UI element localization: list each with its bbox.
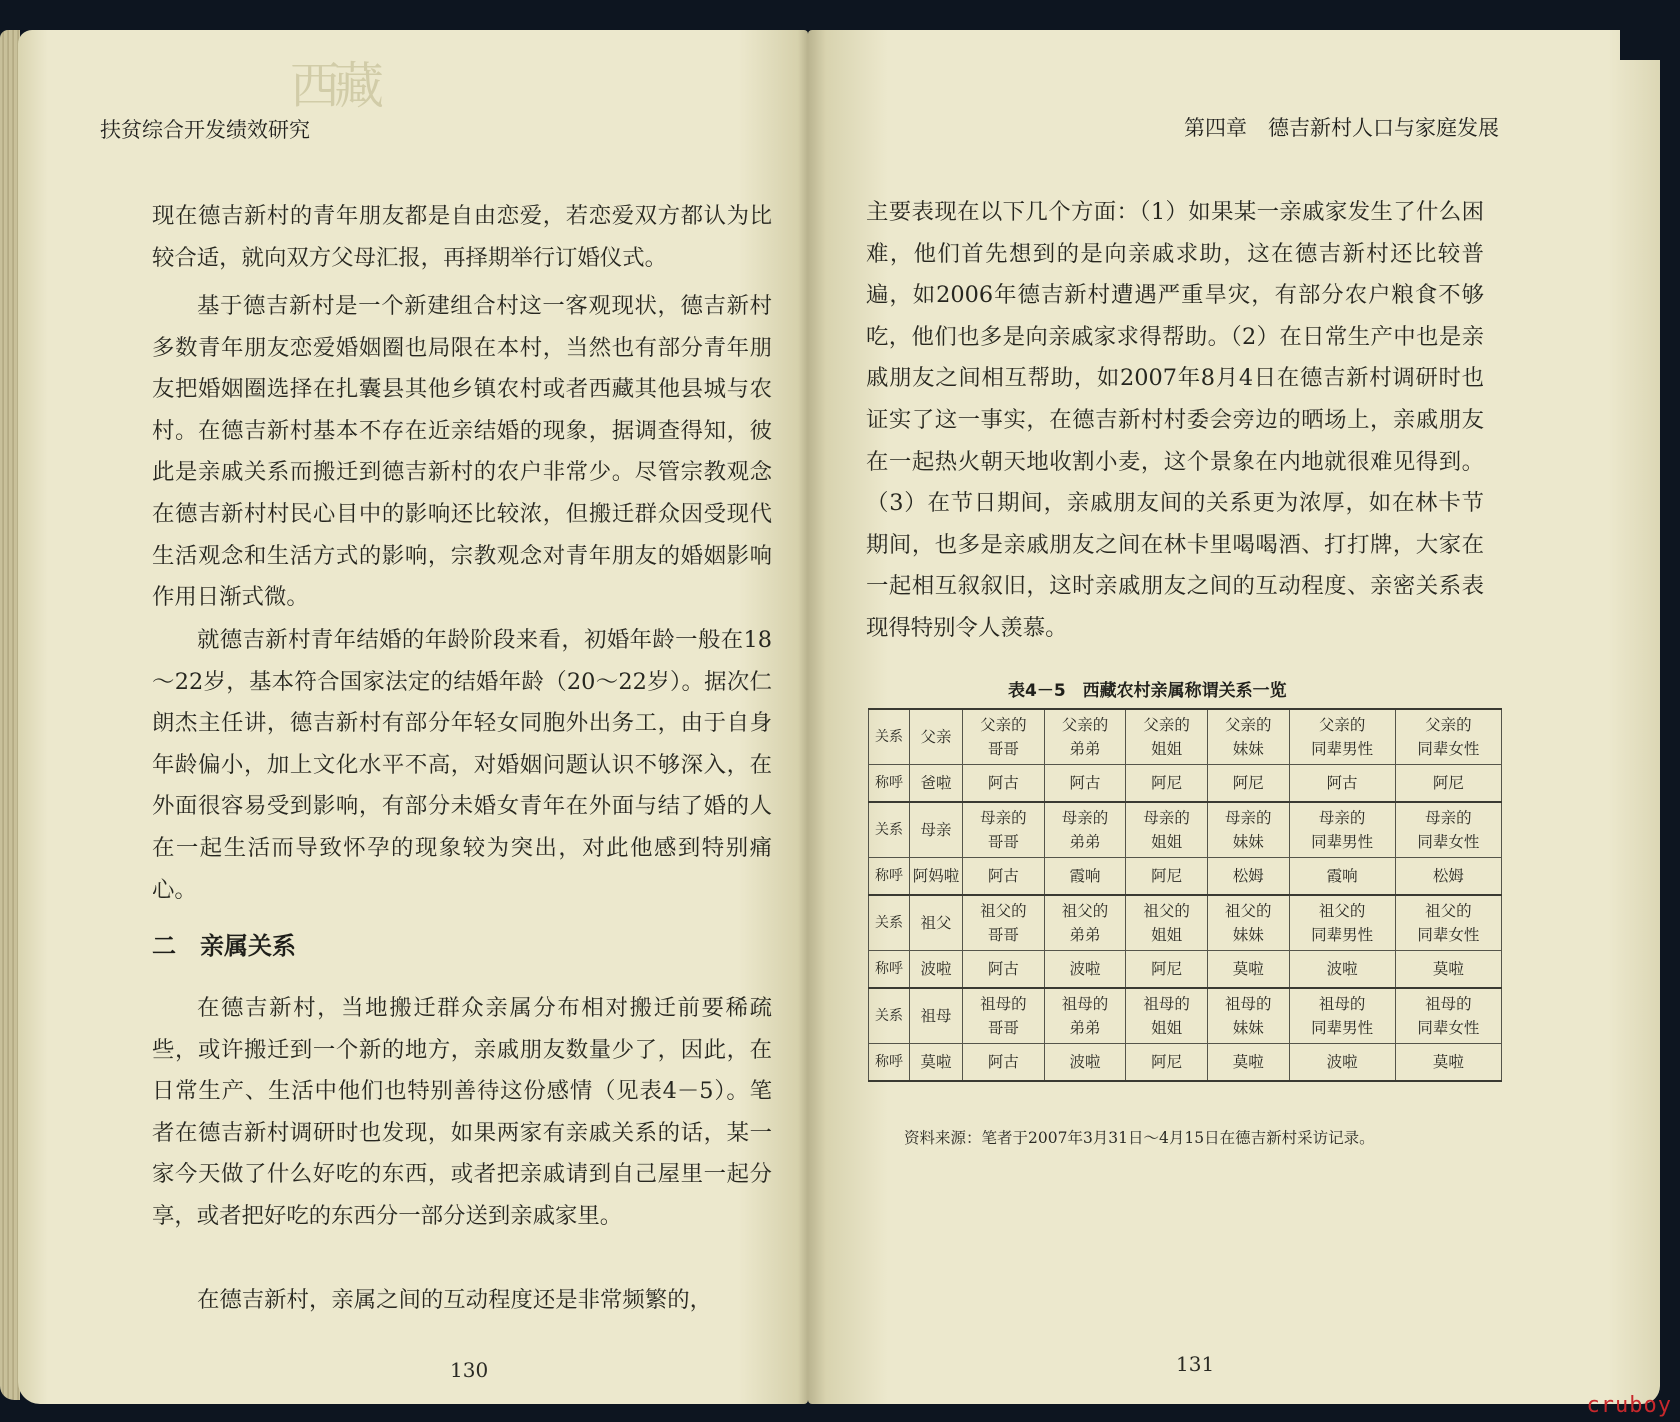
table-cell: 波啦 [910, 951, 963, 989]
watermark: cruboy [1586, 1393, 1672, 1418]
table-row-call [869, 951, 1502, 989]
left-paragraph-2: 基于德吉新村是一个新建组合村这一客观现状，德吉新村多数青年朋友恋爱婚姻圈也局限在本村，当然也有部分青年朋友把婚姻圈选择在扎囊县其他乡镇农村或者西藏其他县城与农村。在德吉新村基本不存在近亲结婚的现象，据调查得知，彼此是亲戚关系而搬迁到德吉新村的农户非常少。尽管宗教观念在德吉新村村民心目中的影响还比较浓，但搬迁群众因受现代生活观念和生活方式的影响，宗教观念对青年朋友的婚姻影响作用日渐式微。 [152, 293, 772, 611]
table-cell: 波啦 [1289, 1044, 1395, 1082]
table-cell: 父亲的 同辈男性 [1289, 709, 1395, 765]
section-heading: 二 亲属关系 [152, 932, 296, 960]
table-cell: 阿尼 [1126, 765, 1208, 803]
table-cell: 阿古 [963, 951, 1045, 989]
table-cell: 霞响 [1289, 858, 1395, 896]
right-page-number: 131 [1176, 1352, 1215, 1376]
table-cell: 祖父的 哥哥 [963, 895, 1045, 951]
table-cell: 莫啦 [1395, 951, 1501, 989]
row-header: 关系 [869, 895, 910, 951]
table-cell: 阿古 [963, 765, 1045, 803]
row-header: 关系 [869, 709, 910, 765]
table-cell: 波啦 [1289, 951, 1395, 989]
kinship-table [868, 708, 1502, 1082]
background-corner [1620, 0, 1680, 60]
table-row-call [869, 1044, 1502, 1082]
table-cell: 祖母的 同辈女性 [1395, 988, 1501, 1044]
table-cell: 祖母 [910, 988, 963, 1044]
table-cell: 波啦 [1044, 1044, 1126, 1082]
table-cell: 祖父的 姐姐 [1126, 895, 1208, 951]
table-cell: 母亲的 姐姐 [1126, 802, 1208, 858]
table-cell: 阿尼 [1126, 858, 1208, 896]
left-paragraph-1: 现在德吉新村的青年朋友都是自由恋爱，若恋爱双方都认为比较合适，就向双方父母汇报，再择期举行订婚仪式。 [152, 203, 772, 271]
table-cell: 母亲 [910, 802, 963, 858]
table-cell: 霞响 [1044, 858, 1126, 896]
table-row-relation [869, 802, 1502, 858]
table-cell: 阿尼 [1395, 765, 1501, 803]
table-cell: 祖父的 弟弟 [1044, 895, 1126, 951]
table-cell: 母亲的 哥哥 [963, 802, 1045, 858]
table-cell: 祖母的 哥哥 [963, 988, 1045, 1044]
table-cell: 父亲的 妹妹 [1207, 709, 1289, 765]
table-cell: 祖母的 同辈男性 [1289, 988, 1395, 1044]
table-cell: 父亲的 弟弟 [1044, 709, 1126, 765]
table-cell: 父亲的 姐姐 [1126, 709, 1208, 765]
page-edges [0, 30, 20, 1400]
table-cell: 阿古 [963, 858, 1045, 896]
table-cell: 阿古 [963, 1044, 1045, 1082]
table-cell: 阿古 [1289, 765, 1395, 803]
table-cell: 莫啦 [1207, 1044, 1289, 1082]
table-row-relation [869, 988, 1502, 1044]
table-cell: 祖母的 姐姐 [1126, 988, 1208, 1044]
table-cell: 阿尼 [1207, 765, 1289, 803]
table-cell: 祖父的 妹妹 [1207, 895, 1289, 951]
table-cell: 祖父的 同辈女性 [1395, 895, 1501, 951]
left-paragraph-4: 在德吉新村，当地搬迁群众亲属分布相对搬迁前要稀疏些，或许搬迁到一个新的地方，亲戚朋友数量少了，因此，在日常生产、生活中他们也特别善待这份感情（见表4－5）。笔者在德吉新村调研时也发现，如果两家有亲戚关系的话，某一家今天做了什么好吃的东西，或者把亲戚请到自己屋里一起分享，或者把好吃的东西分一部分送到亲戚家里。 [152, 995, 772, 1229]
table-cell: 爸啦 [910, 765, 963, 803]
table-cell: 父亲 [910, 709, 963, 765]
right-paragraph: 主要表现在以下几个方面：（1）如果某一亲戚家发生了什么困难，他们首先想到的是向亲戚求助，这在德吉新村还比较普遍，如2006年德吉新村遭遇严重旱灾，有部分农户粮食不够吃，他们也多是向亲戚家求得帮助。（2）在日常生产中也是亲戚朋友之间相互帮助，如2007年8月4日在德吉新村调研时也证实了这一事实，在德吉新村村委会旁边的晒场上，亲戚朋友在一起热火朝天地收割小麦，这个景象在内地就很难见得到。（3）在节日期间，亲戚朋友间的关系更为浓厚，如在林卡节期间，也多是亲戚朋友之间在林卡里喝喝酒、打打牌，大家在一起相互叙叙旧，这时亲戚朋友之间的互动程度、亲密关系表现得特别令人羡慕。 [866, 199, 1484, 641]
table-cell: 阿古 [1044, 765, 1126, 803]
table-cell: 母亲的 同辈男性 [1289, 802, 1395, 858]
table-cell: 祖母的 妹妹 [1207, 988, 1289, 1044]
table-row-relation [869, 709, 1502, 765]
row-header: 称呼 [869, 1044, 910, 1082]
table-cell: 祖父 [910, 895, 963, 951]
right-running-head: 第四章 德吉新村人口与家庭发展 [1184, 116, 1499, 140]
left-paragraph-5: 在德吉新村，亲属之间的互动程度还是非常频繁的， [197, 1287, 712, 1313]
left-paragraph-3: 就德吉新村青年结婚的年龄阶段来看，初婚年龄一般在18～22岁，基本符合国家法定的结婚年龄（20～22岁）。据次仁朗杰主任讲，德吉新村有部分年轻女同胞外出务工，由于自身年龄偏小，加上文化水平不高，对婚姻问题认识不够深入，在外面很容易受到影响，有部分未婚女青年在外面与结了婚的人在一起生活而导致怀孕的现象较为突出，对此他感到特别痛心。 [152, 627, 772, 903]
table-cell: 父亲的 同辈女性 [1395, 709, 1501, 765]
table-row-relation [869, 895, 1502, 951]
table-cell: 母亲的 弟弟 [1044, 802, 1126, 858]
table-cell: 波啦 [1044, 951, 1126, 989]
row-header: 关系 [869, 802, 910, 858]
table-cell: 母亲的 妹妹 [1207, 802, 1289, 858]
table-cell: 父亲的 哥哥 [963, 709, 1045, 765]
tibet-logo: 西藏 [290, 57, 378, 115]
table-cell: 祖父的 同辈男性 [1289, 895, 1395, 951]
row-header: 称呼 [869, 765, 910, 803]
table-row-call [869, 858, 1502, 896]
table-cell: 松姆 [1207, 858, 1289, 896]
table-cell: 阿尼 [1126, 1044, 1208, 1082]
table-cell: 母亲的 同辈女性 [1395, 802, 1501, 858]
table-cell: 莫啦 [910, 1044, 963, 1082]
row-header: 关系 [869, 988, 910, 1044]
table-cell: 阿尼 [1126, 951, 1208, 989]
table-row-call [869, 765, 1502, 803]
table-cell: 阿妈啦 [910, 858, 963, 896]
table-cell: 莫啦 [1395, 1044, 1501, 1082]
row-header: 称呼 [869, 951, 910, 989]
left-page-number: 130 [450, 1358, 489, 1382]
table-cell: 祖母的 弟弟 [1044, 988, 1126, 1044]
row-header: 称呼 [869, 858, 910, 896]
left-running-head: 扶贫综合开发绩效研究 [100, 118, 310, 142]
table-cell: 松姆 [1395, 858, 1501, 896]
source-note: 资料来源：笔者于2007年3月31日～4月15日在德吉新村采访记录。 [904, 1129, 1375, 1147]
table-cell: 莫啦 [1207, 951, 1289, 989]
table-caption: 表4－5 西藏农村亲属称谓关系一览 [1008, 681, 1287, 701]
